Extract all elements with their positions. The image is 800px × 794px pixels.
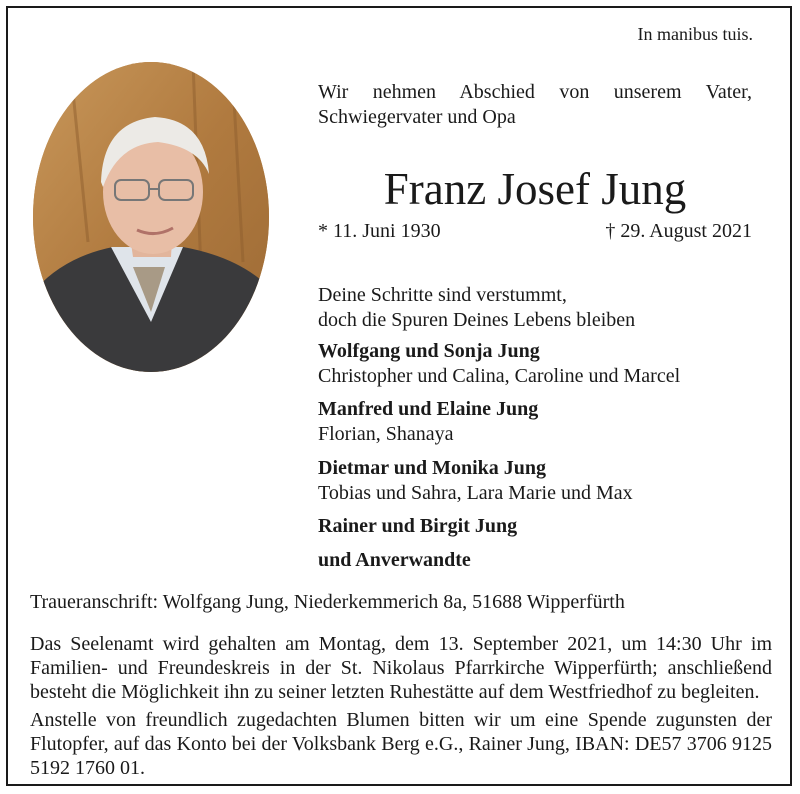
intro-line-1: Wir nehmen Abschied von unserem Vater,: [318, 81, 752, 103]
donation-paragraph: Anstelle von freundlich zugedachten Blumen bitten wir um eine Spende zugunsten der Flutopfer, auf das Konto bei der Volksbank Berg e.G., Rainer Jung, IBAN: DE57 3706 9125 5192 1760 01.: [30, 709, 772, 779]
relatives-label: und Anverwandte: [318, 549, 471, 571]
portrait-photo: [33, 62, 269, 372]
family-couple: Manfred und Elaine Jung: [318, 398, 539, 420]
family-group: [318, 397, 538, 447]
family-couple: Wolfgang und Sonja Jung: [318, 340, 540, 362]
mourning-address: Traueranschrift: Wolfgang Jung, Niederkemmerich 8a, 51688 Wipperfürth: [30, 591, 625, 613]
death-date: † 29. August 2021: [605, 220, 752, 242]
family-group: [318, 456, 633, 506]
family-group: [318, 339, 680, 389]
family-couple: Dietmar und Monika Jung: [318, 457, 547, 479]
deceased-name: Franz Josef Jung: [383, 164, 687, 214]
relatives: [318, 548, 471, 573]
verse-line-1: Deine Schritte sind verstummt,: [318, 284, 567, 306]
portrait-illustration: [33, 62, 269, 372]
motto: In manibus tuis.: [637, 24, 753, 44]
service-paragraph: Das Seelenamt wird gehalten am Montag, dem 13. September 2021, um 14:30 Uhr im Familien- und Freundeskreis in der St. Nikolaus Pfarrkirche Wipperfürth; anschließend besteht die Möglichkeit ihn zu seiner letzten Ruhestätte auf dem Westfriedhof zu begleiten.: [30, 633, 772, 703]
intro-text: [318, 80, 752, 130]
intro-line-2: Schwiegervater und Opa: [318, 106, 516, 128]
birth-date: * 11. Juni 1930: [318, 220, 441, 242]
family-couple: Rainer und Birgit Jung: [318, 515, 518, 537]
family-children: Florian, Shanaya: [318, 423, 454, 445]
family-group: [318, 514, 517, 539]
family-children: Christopher und Calina, Caroline und Marcel: [318, 365, 681, 387]
verse: [318, 283, 635, 333]
life-dates: [318, 220, 752, 243]
verse-line-2: doch die Spuren Deines Lebens bleiben: [318, 309, 636, 331]
family-children: Tobias und Sahra, Lara Marie und Max: [318, 482, 633, 504]
